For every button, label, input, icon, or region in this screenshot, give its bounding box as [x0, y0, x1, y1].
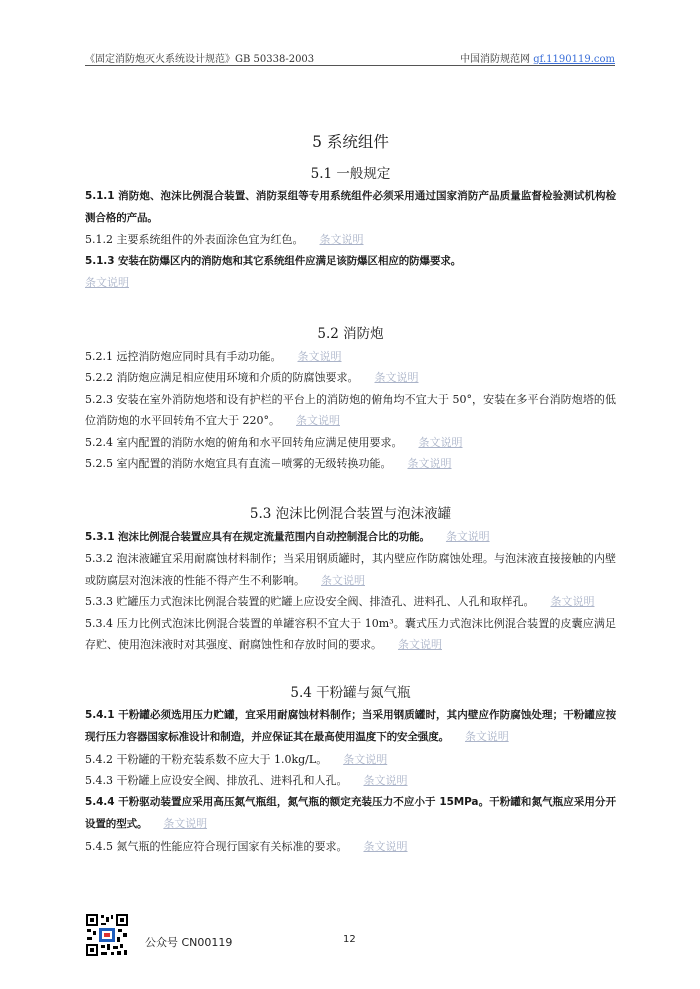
header-site-link[interactable]: gf.1190119.com [533, 54, 615, 65]
clause-explanation-link[interactable]: 条文说明 [296, 414, 340, 427]
clause-5-4-4 [85, 792, 616, 836]
clause-5-2-2 [85, 367, 616, 389]
clause-text: 5.3.3 贮罐压力式泡沫比例混合装置的贮罐上应设安全阀、排渣孔、进料孔、人孔和取样孔。 [85, 595, 535, 608]
clause-5-4-5 [85, 836, 616, 858]
clause-5-1-1 [85, 186, 616, 229]
clause-5-2-4 [85, 432, 616, 454]
clause-text: 5.4.2 干粉罐的干粉充装系数不应大于 1.0kg/L。 [85, 752, 328, 766]
clause-5-2-5 [85, 453, 616, 475]
clause-explanation-link[interactable]: 条文说明 [297, 349, 342, 363]
clause-text: 5.2.3 安装在室外消防炮塔和设有护栏的平台上的消防炮的俯角均不宜大于 50°，安装在多平台消防炮塔的低位消防炮的水平回转角不宜大于 220°。 [85, 392, 616, 427]
clause-5-3-4 [85, 613, 616, 656]
clause-explanation-link[interactable]: 条文说明 [550, 595, 595, 608]
clause-5-3-2 [85, 548, 616, 591]
clause-text: 5.4.4 干粉驱动装置应采用高压氮气瓶组，氮气瓶的额定充装压力不应小于 15MPa。干粉罐和氮气瓶应采用分开设置的型式。 [85, 795, 616, 830]
clause-5-1-2 [85, 229, 616, 251]
clause-5-4-3 [85, 770, 616, 792]
clause-explanation-link[interactable]: 条文说明 [85, 276, 129, 289]
section-5-1 [85, 162, 616, 294]
clause-explanation-link[interactable]: 条文说明 [321, 573, 365, 587]
qr-code-icon[interactable] [85, 913, 129, 957]
clause-5-2-1 [85, 346, 616, 368]
section-title: 5.3 泡沫比例混合装置与泡沫液罐 [249, 505, 452, 522]
page-footer [85, 913, 616, 963]
clause-5-4-1 [85, 705, 616, 749]
clause-text: 5.2.5 室内配置的消防水炮宜具有直流－喷雾的无级转换功能。 [85, 457, 392, 470]
clause-explanation-link[interactable]: 条文说明 [319, 233, 364, 246]
clause-explanation-link[interactable]: 条文说明 [445, 529, 490, 543]
section-title: 5.2 消防炮 [317, 325, 384, 342]
clause-explanation-link[interactable]: 条文说明 [418, 435, 463, 449]
header-site [460, 50, 615, 65]
section-5-2 [85, 322, 616, 475]
clause-explanation-link[interactable]: 条文说明 [407, 457, 452, 470]
clause-text: 5.4.1 干粉罐必须选用压力贮罐，宜采用耐腐蚀材料制作；当采用钢质罐时，其内壁应作防腐蚀处理；干粉罐应按现行压力容器国家标准设计和制造，并应保证其在最高使用温度下的安全强度。 [85, 708, 616, 743]
clause-text: 5.3.2 泡沫液罐宜采用耐腐蚀材料制作；当采用钢质罐时，其内壁应作防腐蚀处理。与泡沫液直接接触的内壁或防腐层对泡沫液的性能不得产生不利影响。 [85, 552, 616, 587]
header-site-name: 中国消防规范网 [460, 54, 531, 65]
clause-text: 5.2.4 室内配置的消防水炮的俯角和水平回转角应满足使用要求。 [85, 435, 403, 449]
clause-explanation-link[interactable]: 条文说明 [163, 817, 208, 830]
section-title: 5.4 干粉罐与氮气瓶 [290, 684, 411, 701]
page-content [85, 130, 616, 857]
clause-text: 5.4.5 氮气瓶的性能应符合现行国家有关标准的要求。 [85, 839, 348, 853]
clause-explanation-link[interactable]: 条文说明 [363, 839, 408, 853]
header-doc-title: 《固定消防炮灭火系统设计规范》GB 50338-2003 [85, 54, 315, 65]
clause-5-4-2 [85, 749, 616, 771]
section-5-4 [85, 681, 616, 858]
clause-5-1-3-link-line [85, 272, 616, 294]
clause-text: 5.4.3 干粉罐上应设安全阀、排放孔、进料孔和人孔。 [85, 774, 348, 787]
clause-text: 5.3.4 压力比例式泡沫比例混合装置的单罐容积不宜大于 10m³。囊式压力式泡沫比例混合装置的皮囊应满足存贮、使用泡沫液时对其强度、耐腐蚀性和存放时间的要求。 [85, 616, 616, 651]
clause-text: 5.2.2 消防炮应满足相应使用环境和介质的防腐蚀要求。 [85, 371, 359, 384]
clause-explanation-link[interactable]: 条文说明 [343, 752, 388, 766]
clause-text: 5.1.1 消防炮、泡沫比例混合装置、消防泵组等专用系统组件必须采用通过国家消防产品质量监督检验测试机构检测合格的产品。 [85, 190, 616, 224]
clause-5-1-3 [85, 251, 616, 273]
clause-explanation-link[interactable]: 条文说明 [374, 371, 419, 384]
clause-5-3-1 [85, 526, 616, 549]
running-header [85, 50, 615, 66]
clause-explanation-link[interactable]: 条文说明 [465, 730, 509, 743]
clause-text: 5.1.2 主要系统组件的外表面涂色宜为红色。 [85, 233, 304, 246]
clause-5-2-3 [85, 389, 616, 432]
clause-explanation-link[interactable]: 条文说明 [363, 774, 408, 787]
page-number: 12 [343, 934, 356, 945]
chapter-title: 5 系统组件 [312, 133, 389, 151]
clause-text: 5.1.3 安装在防爆区内的消防炮和其它系统组件应满足该防爆区相应的防爆要求。 [85, 254, 462, 267]
section-5-3 [85, 502, 616, 656]
clause-text: 5.2.1 远控消防炮应同时具有手动功能。 [85, 349, 282, 363]
clause-text: 5.3.1 泡沫比例混合装置应具有在规定流量范围内自动控制混合比的功能。 [85, 530, 430, 543]
wechat-account: 公众号 CN00119 [145, 936, 233, 949]
clause-explanation-link[interactable]: 条文说明 [398, 638, 442, 651]
section-title: 5.1 一般规定 [310, 166, 391, 182]
clause-5-3-3 [85, 591, 616, 613]
